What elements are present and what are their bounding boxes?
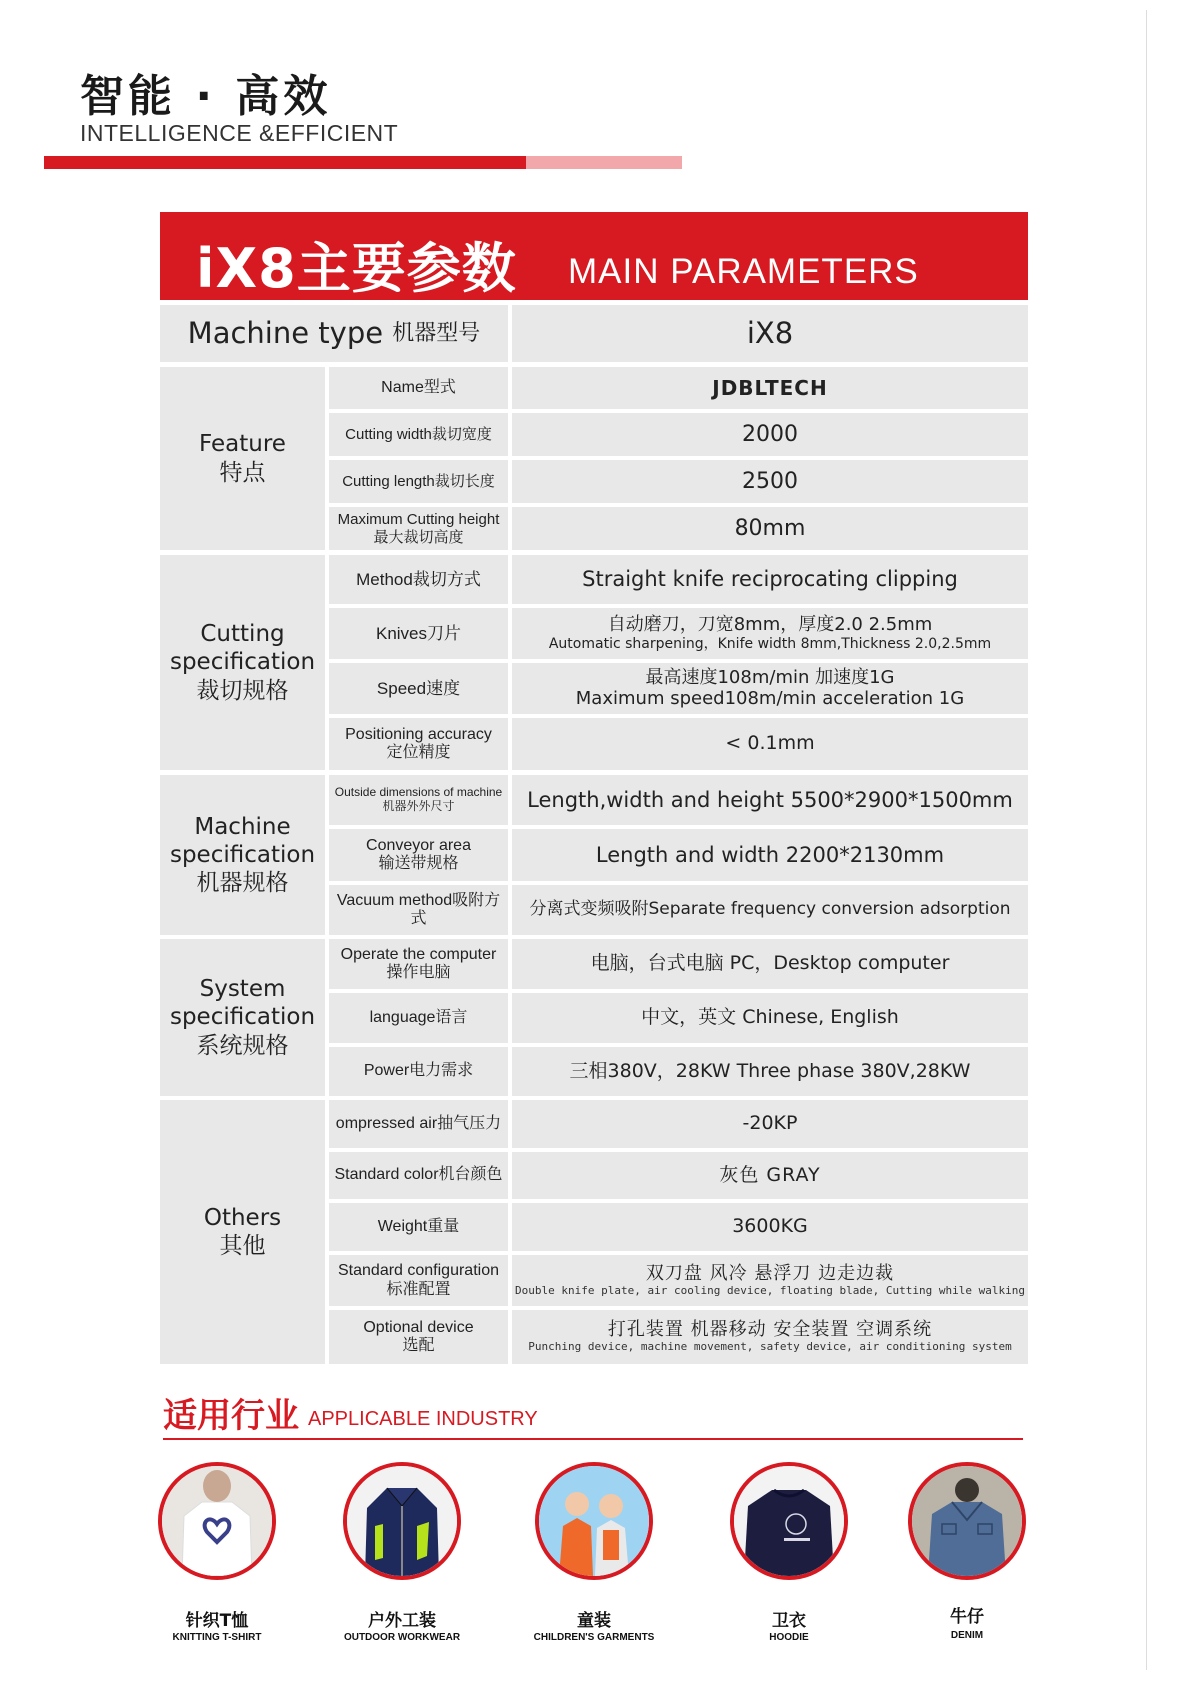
category-system-spec <box>160 939 325 1096</box>
parameters-banner <box>160 212 1028 300</box>
header-title-en: INTELLIGENCE &EFFICIENT <box>80 120 399 146</box>
param-label-line: Weight重量 <box>377 1217 460 1235</box>
industry-name-cn: 户外工装 <box>368 1611 436 1631</box>
category-line: specification <box>169 649 316 676</box>
param-label-line: Speed速度 <box>376 678 461 698</box>
machine-type-label-en: Machine type <box>187 315 384 350</box>
param-value-line: Punching device, machine movement, safety device, air conditioning system <box>528 1340 1012 1354</box>
param-label <box>329 555 508 604</box>
param-value-line: Length and width 2200*2130mm <box>595 842 945 867</box>
param-value-line: 3600KG <box>732 1215 808 1238</box>
param-value-line: Automatic sharpening，Knife width 8mm,Thickness 2.0,2.5mm <box>548 635 992 652</box>
param-label-line: language语言 <box>369 1008 468 1026</box>
category-line: specification <box>169 1004 316 1031</box>
param-label-line: Name型式 <box>381 378 456 396</box>
param-value <box>512 885 1028 935</box>
category-feature <box>160 367 325 550</box>
industry-name-en: HOODIE <box>769 1632 809 1643</box>
workwear-image <box>343 1462 461 1580</box>
param-value-line: Maximum speed108m/min acceleration 1G <box>575 687 965 709</box>
param-label <box>329 885 508 935</box>
param-value-line: 自动磨刀，刀宽8mm，厚度2.0 2.5mm <box>607 614 933 636</box>
param-label-line: 最大裁切高度 <box>373 528 464 546</box>
param-value-line: 打孔装置 机器移动 安全装置 空调系统 <box>607 1319 933 1341</box>
header-title-cn: 智能 · 高效 <box>80 71 332 122</box>
industry-name-cn: 卫衣 <box>772 1611 806 1631</box>
header-bar-pink <box>526 156 682 169</box>
param-label-line: Vacuum method吸附方式 <box>336 891 501 927</box>
tshirt-image <box>158 1462 276 1580</box>
param-value-line: 最高速度108m/min 加速度1G <box>645 666 895 688</box>
param-label-line: 机器外外尺寸 <box>382 799 455 813</box>
param-value <box>512 1047 1028 1096</box>
hoodie-image <box>730 1462 848 1580</box>
machine-type-label-cn: 机器型号 <box>392 320 481 346</box>
industry-name-en: CHILDREN'S GARMENTS <box>533 1632 655 1643</box>
param-value-line: Length,width and height 5500*2900*1500mm <box>527 787 1013 812</box>
industry-name-cn: 童装 <box>577 1611 611 1631</box>
jacket-illustration <box>347 1466 457 1576</box>
category-line: Machine <box>194 813 291 840</box>
category-line: 系统规格 <box>196 1032 289 1059</box>
param-value <box>512 939 1028 989</box>
industry-name-en: DENIM <box>950 1630 984 1641</box>
category-line: 其他 <box>219 1233 266 1259</box>
param-value <box>512 555 1028 604</box>
children-garments-image <box>535 1462 653 1580</box>
category-line: 裁切规格 <box>196 677 289 704</box>
param-label <box>329 1203 508 1251</box>
category-line: System <box>199 976 286 1003</box>
param-value-line: 电脑，台式电脑 PC，Desktop computer <box>590 952 950 975</box>
param-label <box>329 1310 508 1364</box>
param-value-line: Double knife plate, air cooling device, floating blade, Cutting while walking <box>515 1283 1025 1297</box>
param-value <box>512 1152 1028 1199</box>
param-value-line: < 0.1mm <box>725 732 815 755</box>
industry-name-cn: 针织T恤 <box>185 1611 249 1631</box>
param-value <box>512 993 1028 1043</box>
industry-divider <box>163 1438 1023 1440</box>
machine-type-value: iX8 <box>512 305 1028 362</box>
page-edge-line <box>1146 10 1147 1670</box>
industry-title-cn: 适用行业 <box>163 1396 299 1436</box>
param-label-line: Standard configuration <box>338 1262 499 1280</box>
param-label <box>329 460 508 503</box>
param-value-line: 分离式变频吸附Separate frequency conversion adsorption <box>529 899 1011 920</box>
param-label-line: ompressed air抽气压力 <box>335 1114 502 1132</box>
denim-illustration <box>912 1466 1022 1576</box>
param-label <box>329 507 508 550</box>
machine-type-label <box>160 305 508 362</box>
param-value <box>512 1203 1028 1251</box>
param-value <box>512 460 1028 503</box>
banner-title-en: MAIN PARAMETERS <box>568 252 919 291</box>
param-label-line: Outside dimensions of machine <box>334 785 503 800</box>
category-line: Cutting <box>200 621 285 648</box>
param-value-line: 灰色 GRAY <box>719 1163 821 1186</box>
category-line: Others <box>203 1204 282 1231</box>
param-value <box>512 829 1028 881</box>
category-line: 机器规格 <box>196 870 289 897</box>
param-value <box>512 507 1028 550</box>
param-label-line: 定位精度 <box>386 744 451 761</box>
param-label <box>329 993 508 1043</box>
param-label <box>329 718 508 770</box>
param-label-line: Optional device <box>363 1318 474 1336</box>
category-cutting-spec <box>160 555 325 770</box>
param-label-line: Maximum Cutting height <box>337 511 500 529</box>
param-label-line: 操作电脑 <box>386 964 451 981</box>
industry-name-cn: 牛仔 <box>950 1607 984 1627</box>
children-illustration <box>539 1466 649 1576</box>
param-value <box>512 1255 1028 1306</box>
param-label <box>329 1255 508 1306</box>
param-value-line: JDBLTECH <box>712 375 828 400</box>
param-label <box>329 1100 508 1148</box>
param-label <box>329 367 508 409</box>
category-line: specification <box>169 841 316 868</box>
industry-name-en: KNITTING T-SHIRT <box>172 1632 262 1643</box>
header-bar-red <box>44 156 526 169</box>
param-label-line: Cutting width裁切宽度 <box>345 425 492 443</box>
param-label <box>329 939 508 989</box>
param-label-line: 选配 <box>402 1337 435 1354</box>
param-label-line: Cutting length裁切长度 <box>342 472 495 490</box>
param-label <box>329 1152 508 1199</box>
param-label-line: Method裁切方式 <box>356 569 481 589</box>
param-value <box>512 1310 1028 1364</box>
param-value <box>512 608 1028 659</box>
param-label-line: Knives刀片 <box>375 623 462 643</box>
param-label <box>329 663 508 714</box>
param-value-line: Straight knife reciprocating clipping <box>582 567 958 592</box>
param-value <box>512 1100 1028 1148</box>
param-label <box>329 608 508 659</box>
param-label <box>329 1047 508 1096</box>
param-value-line: 2000 <box>742 421 798 447</box>
denim-image <box>908 1462 1026 1580</box>
param-label-line: Operate the computer <box>340 945 497 963</box>
param-value <box>512 367 1028 409</box>
param-value-line: 三相380V，28KW Three phase 380V,28KW <box>569 1059 971 1082</box>
param-value-line: 双刀盘 风冷 悬浮刀 边走边裁 <box>645 1262 895 1284</box>
hoodie-illustration <box>734 1466 844 1576</box>
param-label-line: 标准配置 <box>386 1280 451 1298</box>
param-value <box>512 663 1028 714</box>
category-line: 特点 <box>219 459 266 486</box>
param-label <box>329 413 508 456</box>
category-line: Feature <box>199 431 286 458</box>
param-value-line: 中文，英文 Chinese, English <box>641 1006 899 1029</box>
param-label-line: Power电力需求 <box>363 1062 474 1080</box>
param-value <box>512 775 1028 825</box>
param-value-line: 2500 <box>742 468 798 494</box>
param-label-line: Positioning accuracy <box>345 725 492 743</box>
param-value <box>512 413 1028 456</box>
param-label-line: Standard color机台颜色 <box>334 1166 503 1184</box>
param-label-line: 输送带规格 <box>378 855 459 872</box>
param-label-line: Conveyor area <box>366 836 471 854</box>
param-label <box>329 775 508 825</box>
param-value-line: -20KP <box>742 1112 798 1135</box>
category-others <box>160 1100 325 1364</box>
param-value-line: 80mm <box>734 515 806 541</box>
industry-name-en: OUTDOOR WORKWEAR <box>343 1632 461 1643</box>
banner-title-cn: iX8主要参数 <box>196 237 517 300</box>
param-label <box>329 829 508 881</box>
category-machine-spec <box>160 775 325 935</box>
tshirt-illustration <box>162 1466 272 1576</box>
industry-title-en: APPLICABLE INDUSTRY <box>308 1408 538 1430</box>
param-value <box>512 718 1028 770</box>
